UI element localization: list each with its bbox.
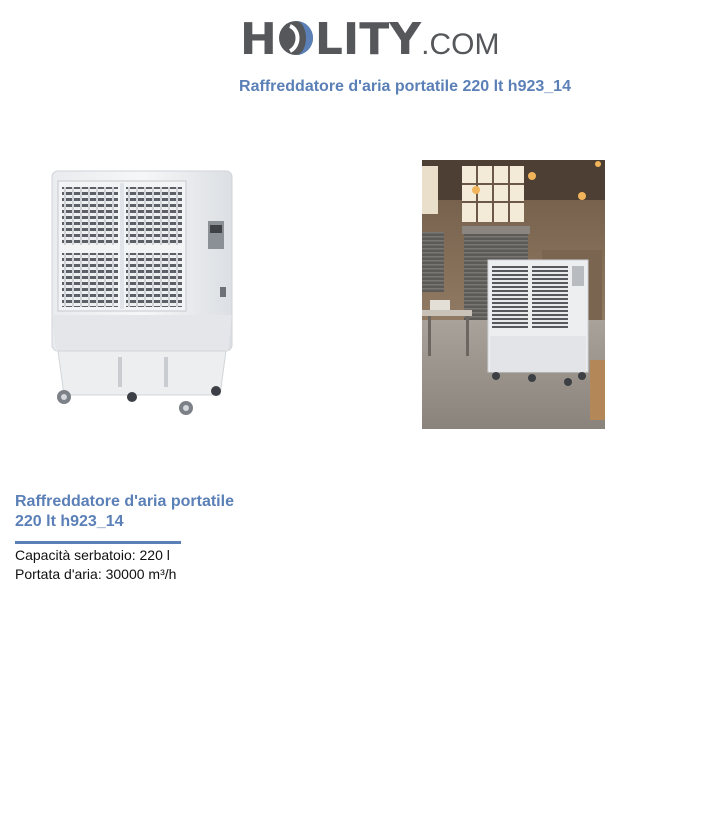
product-name[interactable] [15, 492, 255, 532]
spec-air-flow: Portata d'aria: 30000 m³/h [15, 566, 177, 582]
product-name-line-1: Raffreddatore d'aria portatile [15, 493, 234, 510]
title-divider [15, 541, 181, 544]
logo-letter-h: H [240, 14, 277, 65]
logo-letters-lity: LITY [314, 14, 422, 65]
logo-wordmark [240, 14, 499, 71]
spec-tank-capacity: Capacità serbatoio: 220 l [15, 547, 170, 563]
product-name-line-2: 220 lt h923_14 [15, 513, 124, 530]
spec-list [15, 546, 176, 584]
logo-o-icon [278, 18, 314, 58]
page-title: Raffreddatore d'aria portatile 220 lt h923_14 [239, 78, 571, 95]
holity-logo[interactable] [240, 10, 500, 70]
product-photo [48, 165, 243, 420]
room-photo [422, 160, 605, 429]
logo-suffix: .COM [421, 28, 500, 61]
